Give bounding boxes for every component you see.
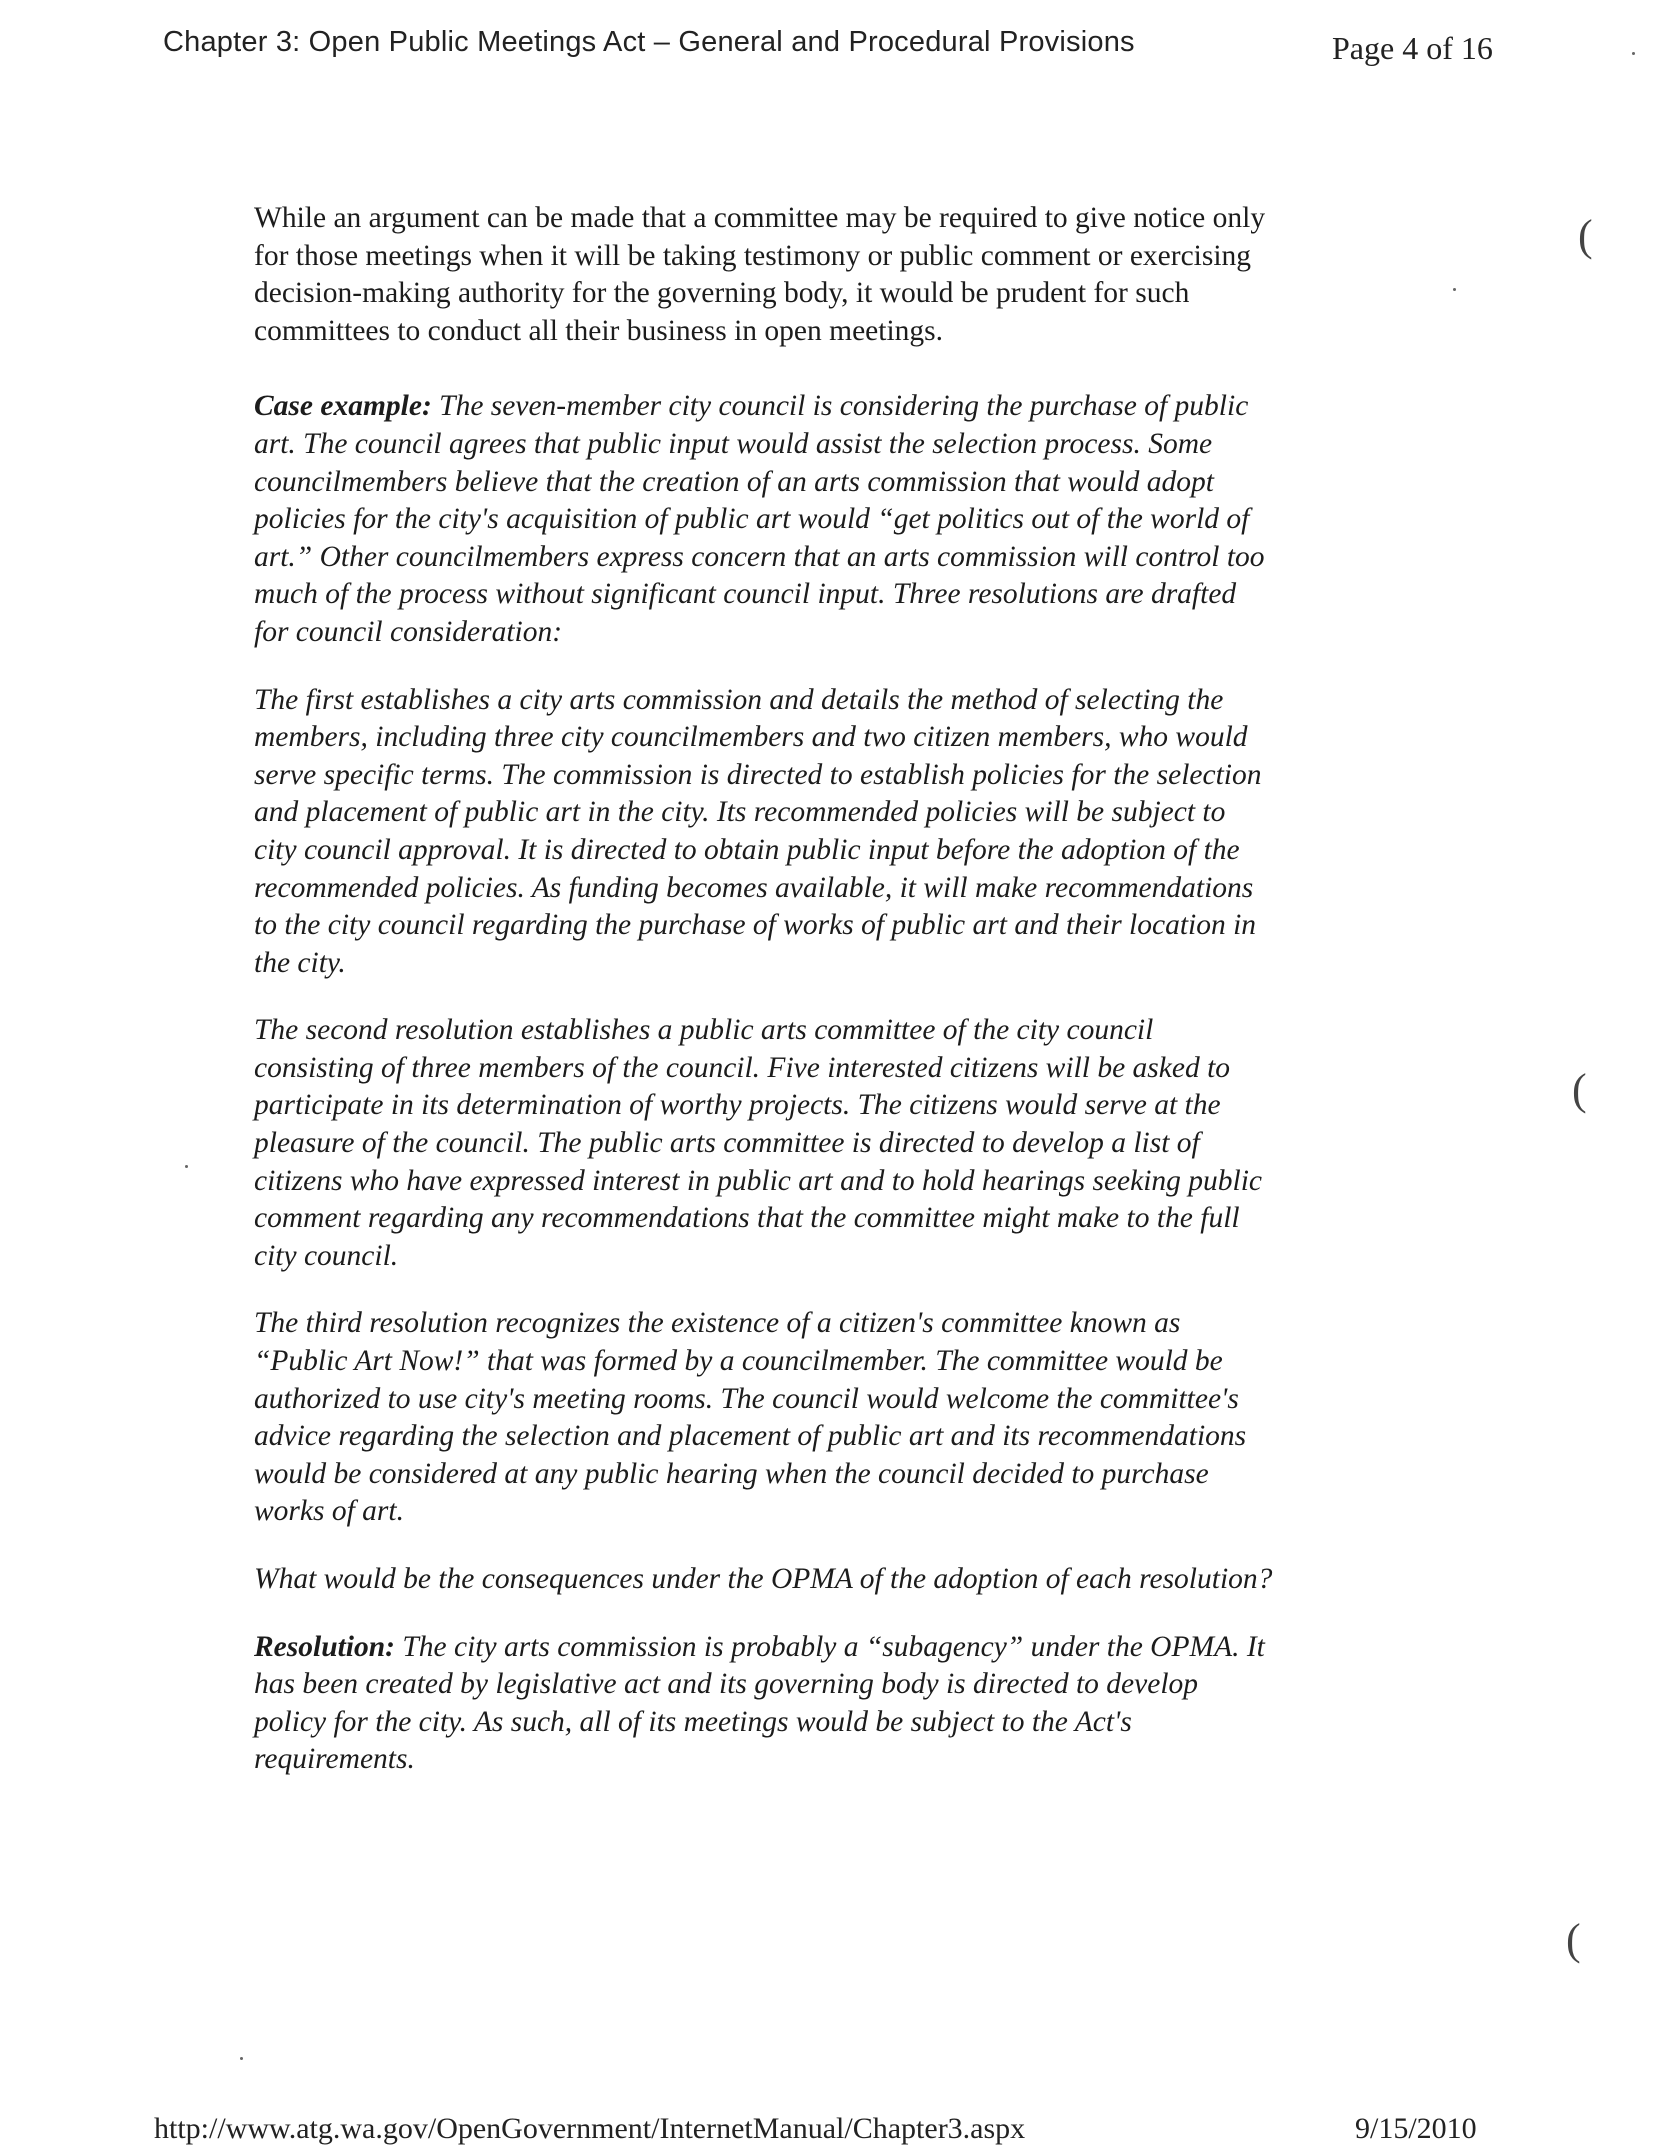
scan-speck (240, 2057, 243, 2060)
print-date: 9/15/2010 (1355, 2112, 1477, 2145)
first-resolution-paragraph: The first establishes a city arts commission and details the method of selecting the members, including three city councilmembers and two citizen members, who would serve specific terms. The commission is directed to establish policies for the selection and placement of public art in the city. Its recommended policies will be subject to city council approval. It is directed to obtain public input before the adoption of the recommended policies. As funding becomes available, it will make recommendations to the city council regarding the purchase of works of public art and their location in the city. (254, 683, 1262, 979)
document-body (254, 200, 1274, 1809)
binder-hole-mark: ( (1578, 211, 1593, 260)
page-indicator: Page 4 of 16 (1332, 30, 1493, 66)
case-example-text: The seven-member city council is considering the purchase of public art. The council agrees that public input would assist the selection process. Some councilmembers believe that the creation of an arts commission that would adopt policies for the city's acquisition of public art would “get politics out of the world of art.” Other councilmembers express concern that an arts commission will control too much of the process without significant council input. Three resolutions are drafted for council consideration: (254, 390, 1265, 648)
second-resolution-paragraph: The second resolution establishes a public arts committee of the city council consisting of three members of the council. Five interested citizens will be asked to participate in its determination of worthy projects. The citizens would serve at the pleasure of the council. The public arts committee is directed to develop a list of citizens who have expressed interest in public art and to hold hearings seeking public comment regarding any recommendations that the committee might make to the full city council. (254, 1014, 1263, 1272)
case-example-paragraph (254, 388, 1274, 651)
intro-paragraph: While an argument can be made that a committee may be required to give notice only for those meetings when it will be taking testimony or public comment or exercising decision-making authority for the governing body, it would be prudent for such committees to conduct all their business in open meetings. (254, 202, 1266, 347)
resolution-text: The city arts commission is probably a “subagency” under the OPMA. It has been created by legislative act and its governing body is directed to develop policy for the city. As such, all of its meetings would be subject to the Act's requirements. (254, 1630, 1265, 1776)
question-paragraph: What would be the consequences under the OPMA of the adoption of each resolution? (254, 1563, 1273, 1595)
scan-speck (1453, 288, 1456, 291)
binder-hole-mark: ( (1566, 1915, 1581, 1964)
resolution-label: Resolution: (254, 1630, 395, 1663)
binder-hole-mark: ( (1572, 1065, 1587, 1114)
resolution-paragraph (254, 1629, 1274, 1779)
scan-speck (1632, 52, 1635, 55)
chapter-title: Chapter 3: Open Public Meetings Act – General and Procedural Provisions (163, 26, 1135, 58)
third-resolution-paragraph: The third resolution recognizes the existence of a citizen's committee known as “Public Art Now!” that was formed by a councilmember. The committee would be authorized to use city's meeting rooms. The council would welcome the committee's advice regarding the selection and placement of public art and its recommendations would be considered at any public hearing when the council decided to purchase works of art. (254, 1307, 1247, 1528)
case-example-label: Case example: (254, 390, 432, 423)
scan-speck (185, 1165, 188, 1168)
source-url: http://www.atg.wa.gov/OpenGovernment/InternetManual/Chapter3.aspx (154, 2112, 1026, 2145)
